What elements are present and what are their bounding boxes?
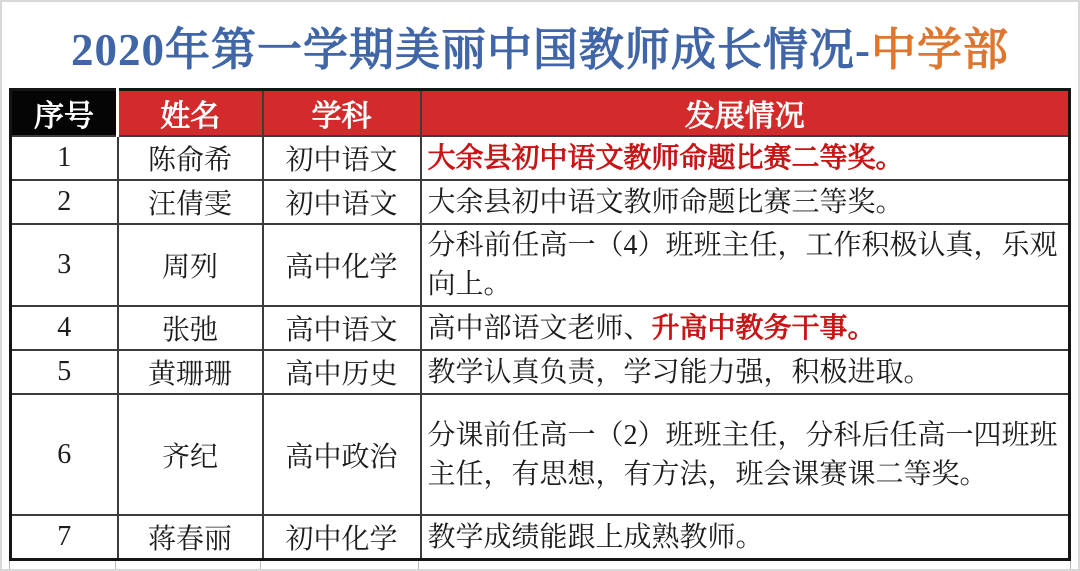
subject-cell: 高中历史 [263, 350, 421, 394]
page-title [2, 2, 1078, 88]
table-row [11, 306, 1070, 350]
development-cell [421, 515, 1070, 560]
cropped-cell-development [419, 561, 1071, 571]
subject-cell: 高中化学 [263, 224, 421, 306]
development-text: 分课前任高一（2）班班主任，分科后任高一四班班主任，有思想，有方法，班会课赛课二等奖。 [427, 419, 1058, 490]
row-index-cell: 2 [11, 180, 118, 224]
development-emphasis-text: 大余县初中语文教师命题比赛二等奖。 [427, 142, 904, 174]
table-row [11, 224, 1070, 306]
subject-cell: 初中化学 [263, 515, 421, 560]
col-header-name: 姓名 [118, 90, 263, 137]
header-row [11, 90, 1070, 137]
row-index-cell: 1 [11, 136, 118, 180]
development-cell [421, 224, 1070, 306]
title-highlight: 中学部 [870, 24, 1009, 75]
development-cell [421, 136, 1070, 180]
development-emphasis-text: 升高中教务干事。 [651, 312, 876, 344]
table-row [11, 180, 1070, 224]
development-text: 教学认真负责，学习能力强，积极进取。 [427, 356, 932, 388]
cropped-cell-subject [261, 561, 419, 571]
development-cell [421, 180, 1070, 224]
teacher-name-cell: 黄珊珊 [118, 350, 263, 394]
teacher-name-cell: 张弛 [118, 306, 263, 350]
development-cell [421, 350, 1070, 394]
development-cell [421, 394, 1070, 515]
row-index-cell: 5 [11, 350, 118, 394]
teacher-development-table [9, 88, 1071, 561]
subject-cell: 高中语文 [263, 306, 421, 350]
development-cell [421, 306, 1070, 350]
table-row [11, 394, 1070, 515]
subject-cell: 初中语文 [263, 136, 421, 180]
row-index-cell: 7 [11, 515, 118, 560]
col-header-development: 发展情况 [421, 90, 1070, 137]
development-text: 分科前任高一（4）班班主任，工作积极认真，乐观向上。 [427, 230, 1058, 300]
col-header-index: 序号 [11, 90, 118, 137]
teacher-name-cell: 蒋春丽 [118, 515, 263, 560]
subject-cell: 初中语文 [263, 180, 421, 224]
row-index-cell: 6 [11, 394, 118, 515]
development-text: 教学成绩能跟上成熟教师。 [427, 521, 764, 553]
subject-cell: 高中政治 [263, 394, 421, 515]
teacher-name-cell: 汪倩雯 [118, 180, 263, 224]
row-index-cell: 4 [11, 306, 118, 350]
development-text: 大余县初中语文教师命题比赛三等奖。 [427, 186, 904, 218]
table-row [11, 136, 1070, 180]
cropped-cell-index [9, 561, 116, 571]
table-row [11, 515, 1070, 560]
cropped-cell-name [116, 561, 261, 571]
development-text: 高中部语文老师、 [427, 312, 652, 344]
row-index-cell: 3 [11, 224, 118, 306]
teacher-name-cell: 齐纪 [118, 394, 263, 515]
col-header-subject: 学科 [263, 90, 421, 137]
cropped-next-row [9, 561, 1071, 571]
teacher-name-cell: 周列 [118, 224, 263, 306]
title-main: 2020年第一学期美丽中国教师成长情况- [70, 24, 871, 75]
table-row [11, 350, 1070, 394]
teacher-name-cell: 陈俞希 [118, 136, 263, 180]
